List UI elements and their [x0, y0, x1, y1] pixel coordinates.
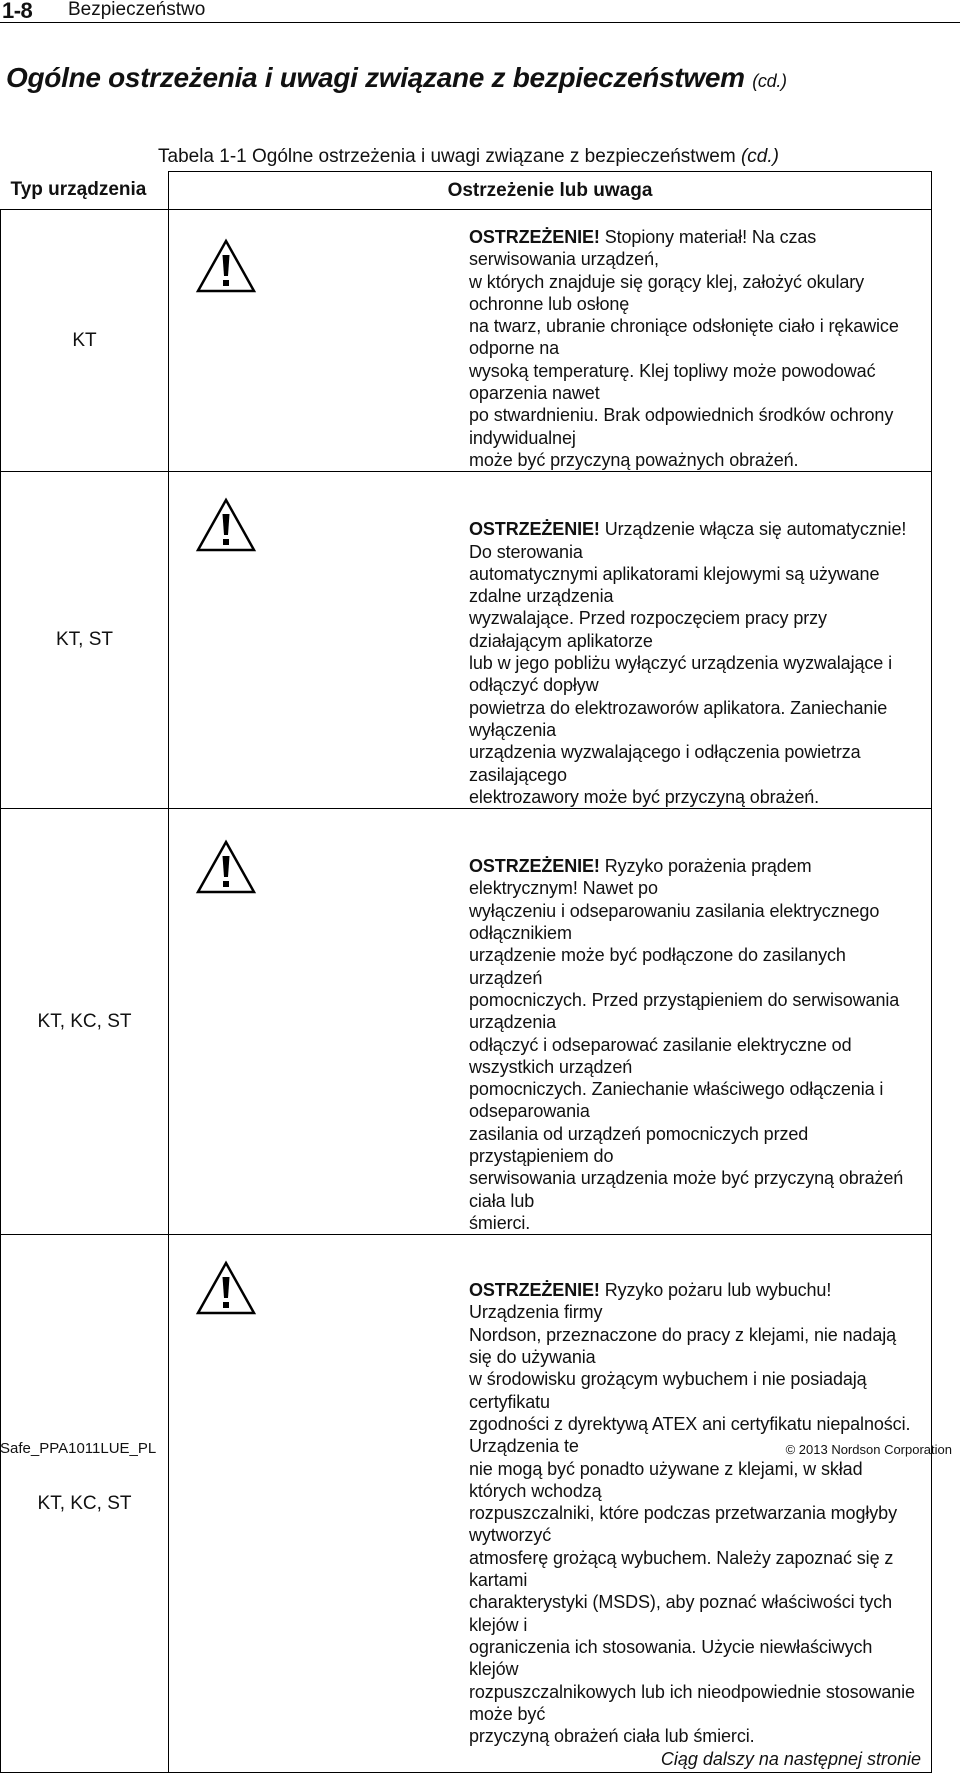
warning-text: OSTRZEŻENIE! Ryzyko porażenia prądem elektrycznym! Nawet po wyłączeniu i odseparowaniu zasilania elektrycznego odłącznikiem urządzenie może być podłączone do zasilanych urządzeń pomocniczych. Przed przystąpieniem do serwisowania urządzenia odłączyć i odseparować zasilanie elektryczne od wszystkich urządzeń pomocniczych. Zaniechanie właściwego odłączenia i odseparowania zasilania od urządzeń pomocniczych przed przystąpieniem do serwisowania urządzenia może być przyczyną obrażeń ciała lub śmierci. [469, 856, 904, 1233]
table-caption-text: Tabela 1-1 Ogólne ostrzeżenia i uwagi związane z bezpieczeństwem [158, 146, 736, 167]
safety-warnings-table [0, 171, 932, 1773]
table-header-row [1, 172, 932, 210]
warning-keyword: OSTRZEŻENIE! [469, 856, 600, 877]
continued-note: Ciąg dalszy na następnej stronie [169, 1747, 932, 1773]
footer-doc-id: Safe_PPA1011LUE_PL [0, 1440, 157, 1457]
footer-copyright: © 2013 Nordson Corporation [785, 1442, 952, 1457]
page-number: 1-8 [2, 0, 33, 23]
table-caption-continued: (cd.) [740, 146, 779, 167]
device-type-cell: KT, KC, ST [1, 809, 169, 1235]
column-header-device-type: Typ urządzenia [10, 179, 147, 201]
warning-keyword: OSTRZEŻENIE! [469, 227, 600, 247]
warning-text: OSTRZEŻENIE! Urządzenie włącza się automatycznie! Do sterowania automatycznymi aplikatorami klejowymi są używane zdalne urządzenia wyzwalające. Przed rozpoczęciem pracy przy działającym aplikatorze lub w jego pobliżu wyłączyć urządzenia wyzwalające i odłączyć dopływ powietrza do elektrozaworów aplikatora. Zaniechanie wyłączenia urządzenia wyzwalającego i odłączenia powietrza zasilającego elektrozawory może być przyczyną obrażeń. [469, 519, 907, 807]
column-header-warning: Ostrzeżenie lub uwaga [169, 172, 932, 210]
table-row [1, 210, 932, 472]
page-title-text: Ogólne ostrzeżenia i uwagi związane z bezpieczeństwem [6, 62, 745, 93]
table-row [1, 472, 932, 809]
device-type-cell: KT [1, 210, 169, 472]
page-title-continued: (cd.) [752, 71, 787, 91]
warning-cell [169, 1235, 932, 1748]
table-row [1, 809, 932, 1235]
warning-cell [169, 809, 932, 1235]
device-type-cell: KT, KC, ST [1, 1235, 169, 1773]
warning-triangle-icon [195, 238, 257, 294]
warning-triangle-icon [195, 1260, 257, 1316]
page-title [6, 62, 787, 94]
warning-text: OSTRZEŻENIE! Stopiony materiał! Na czas serwisowania urządzeń, w których znajduje się gorący klej, założyć okulary ochronne lub osłonę na twarz, ubranie chroniące odsłonięte ciało i rękawice odporne na wysoką temperaturę. Klej topliwy może powodować oparzenia nawet po stwardnieniu. Brak odpowiednich środków ochrony indywidualnej może być przyczyną poważnych obrażeń. [469, 227, 899, 470]
table-row [1, 1235, 932, 1748]
table-caption [158, 146, 779, 168]
warning-cell [169, 210, 932, 472]
warning-text: OSTRZEŻENIE! Ryzyko pożaru lub wybuchu! Urządzenia firmy Nordson, przeznaczone do pracy z klejami, nie nadają się do używania w środowisku grożącym wybuchem i nie posiadają certyfikatu zgodności z dyrektywą ATEX ani certyfikatu niepalności. Urządzenia te nie mogą być ponadto używane z klejami, w skład których wchodzą rozpuszczalniki, które podczas przetwarzania mogłyby wytworzyć atmosferę grożącą wybuchem. Należy zapoznać się z kartami charakterystyki (MSDS), aby poznać właściwości tych klejów i ograniczenia ich stosowania. Użycie niewłaściwych klejów rozpuszczalnikowych lub ich nieodpowiednie stosowanie może być przyczyną obrażeń ciała lub śmierci. [469, 1280, 915, 1747]
warning-keyword: OSTRZEŻENIE! [469, 1280, 600, 1301]
section-name: Bezpieczeństwo [68, 0, 206, 20]
warning-triangle-icon [195, 497, 257, 553]
warning-cell [169, 472, 932, 809]
warning-keyword: OSTRZEŻENIE! [469, 519, 600, 540]
warning-triangle-icon [195, 839, 257, 895]
device-type-cell: KT, ST [1, 472, 169, 809]
page-header [0, 0, 960, 23]
